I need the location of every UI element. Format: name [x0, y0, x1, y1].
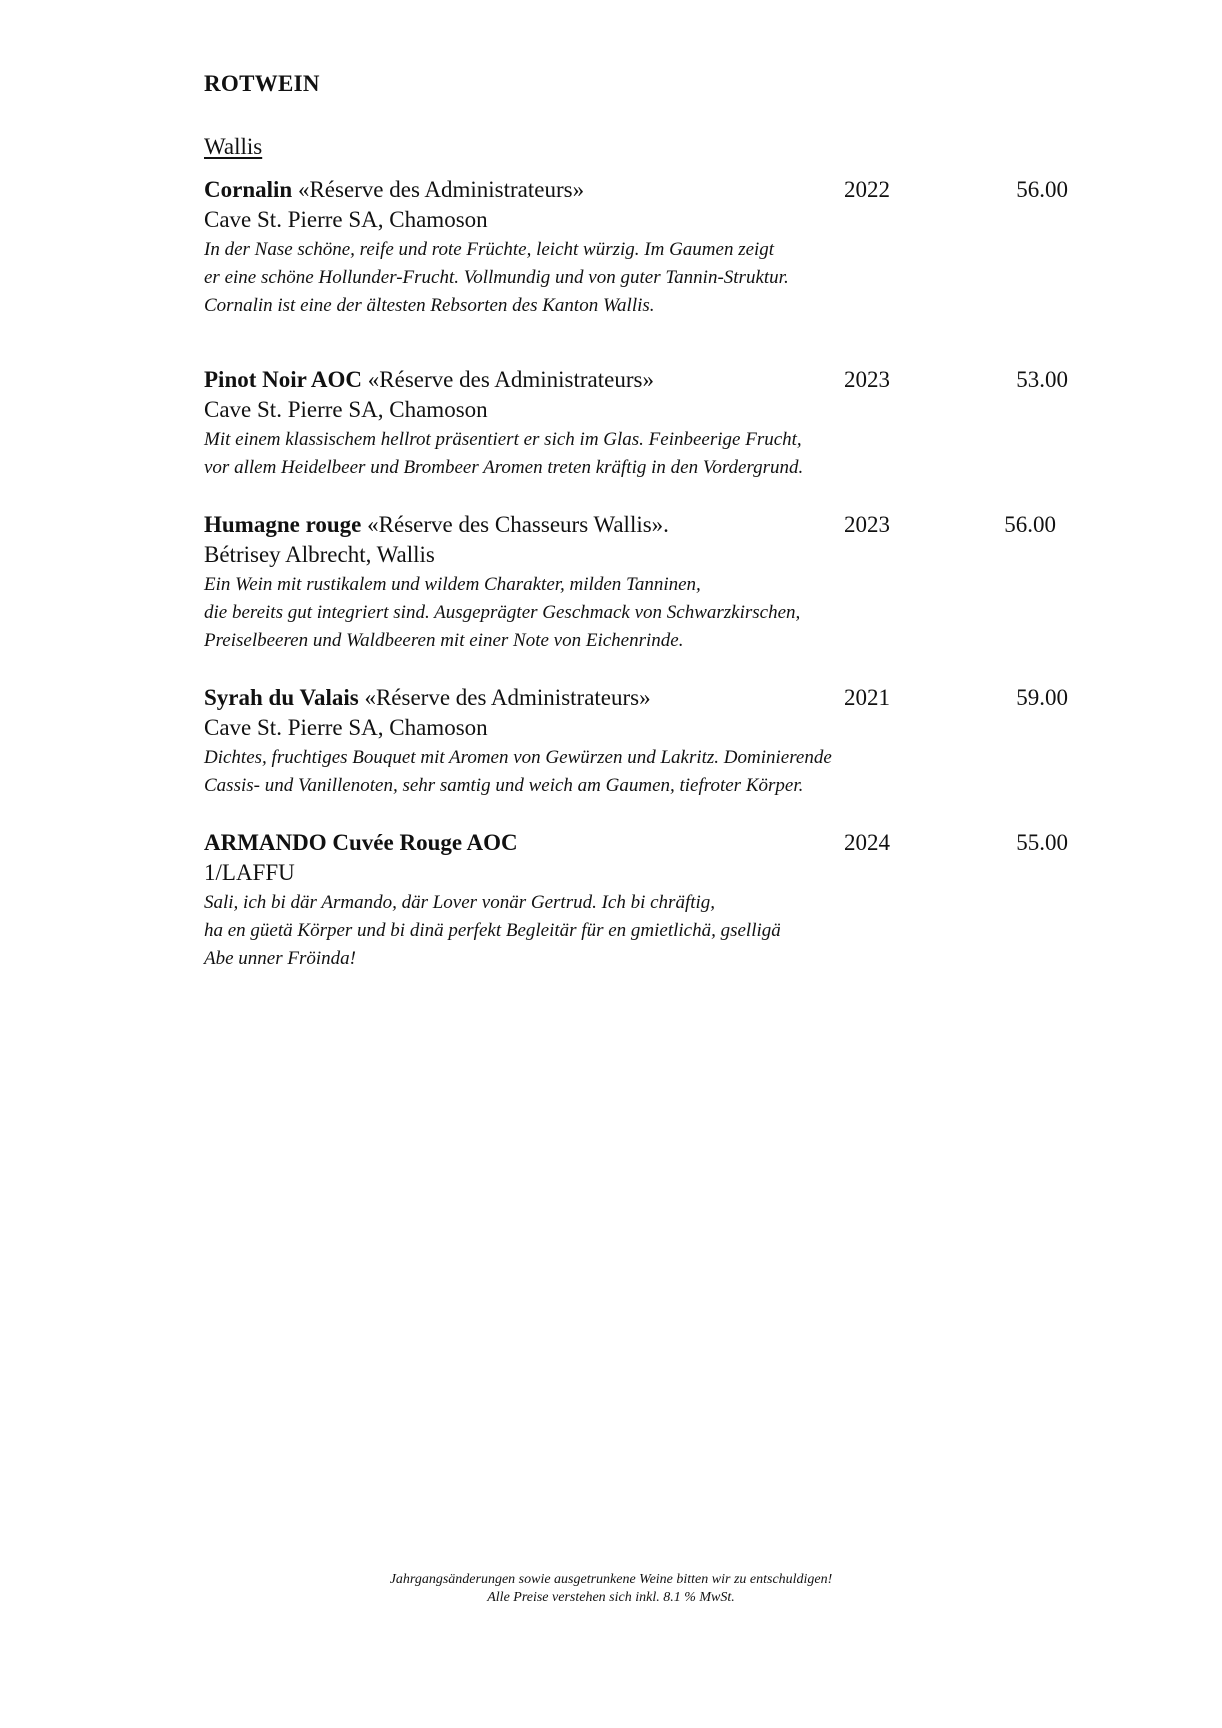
wine-price: 53.00	[1016, 367, 1068, 392]
wine-header	[204, 175, 1084, 205]
wine-price: 56.00	[1016, 177, 1068, 202]
wine-description	[204, 426, 1084, 482]
wine-producer: Bétrisey Albrecht, Wallis	[204, 542, 435, 567]
wine-description	[204, 889, 1084, 973]
wine-header	[204, 828, 1084, 858]
description-line: die bereits gut integriert sind. Ausgeprägter Geschmack von Schwarzkirschen,	[204, 602, 801, 623]
wine-entry-cornalin	[204, 175, 1084, 320]
description-line: ha en güetä Körper und bi dinä perfekt Begleitär für en gmietlichä, gselligä	[204, 920, 781, 941]
description-line: Sali, ich bi där Armando, där Lover vonär Gertrud. Ich bi chräftig,	[204, 892, 716, 913]
wine-entry-humagne-rouge	[204, 510, 1084, 655]
region-heading: Wallis	[204, 134, 263, 159]
wine-year: 2022	[844, 177, 890, 202]
description-line: Cassis- und Vanillenoten, sehr samtig und weich am Gaumen, tiefroter Körper.	[204, 775, 804, 796]
description-line: vor allem Heidelbeer und Brombeer Aromen treten kräftig in den Vordergrund.	[204, 457, 804, 478]
wine-producer: 1/LAFFU	[204, 860, 295, 885]
description-line: er eine schöne Hollunder-Frucht. Vollmundig und von guter Tannin-Struktur.	[204, 267, 789, 288]
wine-price: 56.00	[1004, 512, 1056, 537]
wine-name: Cornalin	[204, 177, 293, 202]
description-line: Ein Wein mit rustikalem und wildem Charakter, milden Tanninen,	[204, 574, 701, 595]
wine-entry-pinot-noir	[204, 365, 1084, 482]
wine-price: 59.00	[1016, 685, 1068, 710]
wine-price: 55.00	[1016, 830, 1068, 855]
wine-header	[204, 510, 1084, 540]
wine-name: Syrah du Valais	[204, 685, 359, 710]
wine-description	[204, 236, 1084, 320]
description-line: Mit einem klassischem hellrot präsentiert er sich im Glas. Feinbeerige Frucht,	[204, 429, 802, 450]
description-line: Abe unner Fröinda!	[204, 948, 356, 969]
footer-line: Alle Preise verstehen sich inkl. 8.1 % MwSt.	[487, 1590, 735, 1605]
page-title: ROTWEIN	[204, 71, 320, 96]
wine-name: Pinot Noir AOC	[204, 367, 363, 392]
wine-entry-armando	[204, 828, 1084, 973]
description-line: In der Nase schöne, reife und rote Früchte, leicht würzig. Im Gaumen zeigt	[204, 239, 775, 260]
wine-year: 2021	[844, 685, 890, 710]
wine-year: 2023	[844, 512, 890, 537]
wine-name: Humagne rouge	[204, 512, 362, 537]
description-line: Dichtes, fruchtiges Bouquet mit Aromen von Gewürzen und Lakritz. Dominierende	[204, 747, 832, 768]
wine-header	[204, 683, 1084, 713]
wine-subtitle: «Réserve des Administrateurs»	[364, 685, 651, 710]
wine-producer: Cave St. Pierre SA, Chamoson	[204, 397, 488, 422]
description-line: Preiselbeeren und Waldbeeren mit einer Note von Eichenrinde.	[204, 630, 684, 651]
wine-subtitle: «Réserve des Administrateurs»	[367, 367, 654, 392]
wine-subtitle: «Réserve des Chasseurs Wallis».	[367, 512, 669, 537]
wine-entry-syrah	[204, 683, 1084, 800]
wine-header	[204, 365, 1084, 395]
wine-producer: Cave St. Pierre SA, Chamoson	[204, 207, 488, 232]
description-line: Cornalin ist eine der ältesten Rebsorten des Kanton Wallis.	[204, 295, 655, 316]
wine-producer: Cave St. Pierre SA, Chamoson	[204, 715, 488, 740]
footer-note	[0, 1571, 1222, 1607]
wine-subtitle: «Réserve des Administrateurs»	[297, 177, 585, 202]
wine-year: 2023	[844, 367, 890, 392]
wine-description	[204, 744, 1084, 800]
footer-line: Jahrgangsänderungen sowie ausgetrunkene Weine bitten wir zu entschuldigen!	[389, 1572, 833, 1587]
wine-year: 2024	[844, 830, 890, 855]
wine-description	[204, 571, 1084, 655]
wine-name: ARMANDO Cuvée Rouge AOC	[204, 830, 518, 855]
